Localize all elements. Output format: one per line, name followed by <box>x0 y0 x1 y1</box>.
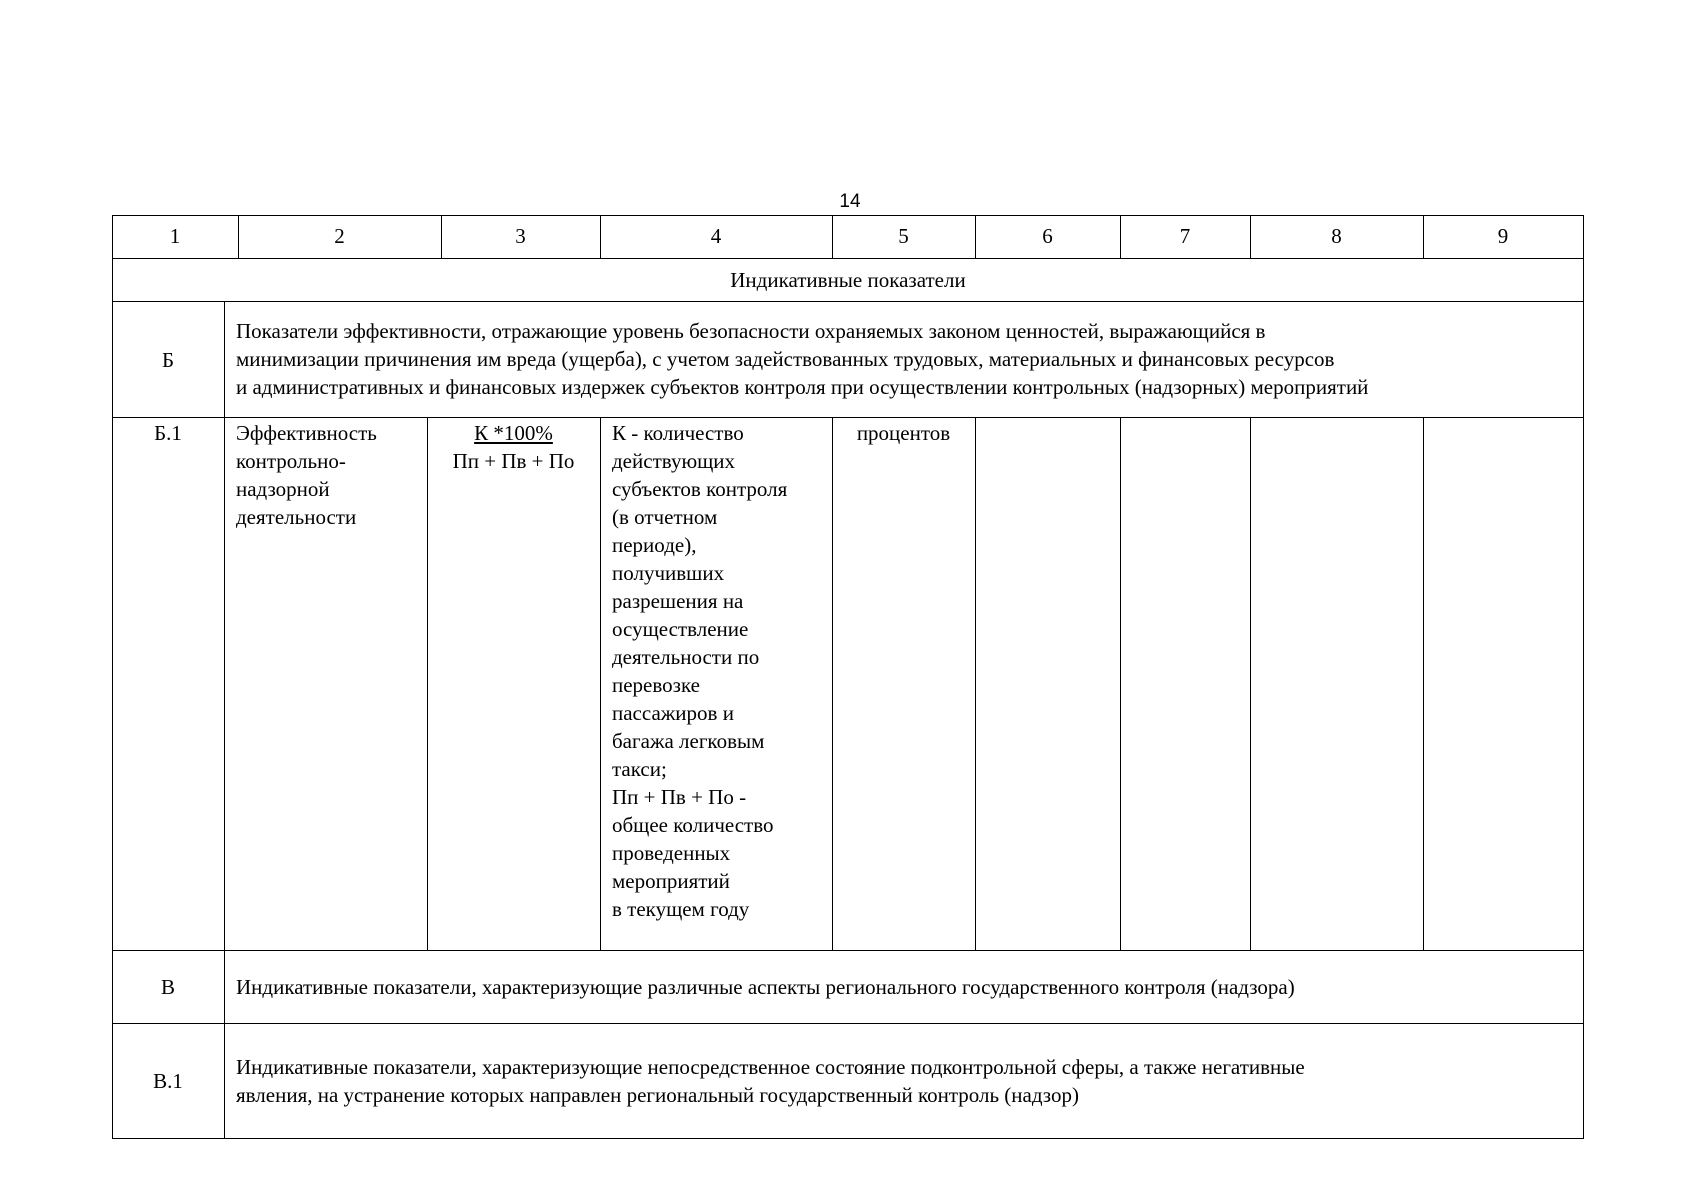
row-b-text: Показатели эффективности, отражающие уровень безопасности охраняемых законом ценностей, выражающийся в <box>236 319 1266 343</box>
column-number: 6 <box>1042 224 1053 248</box>
formula-description: мероприятий <box>612 869 730 893</box>
row-b-text: и административных и финансовых издержек субъектов контроля при осуществлении контрольных (надзорных) мероприятий <box>236 375 1369 399</box>
row-code-v: В <box>160 975 175 999</box>
formula-description: К - количество <box>612 421 744 445</box>
formula-description: осуществление <box>612 617 749 641</box>
column-number: 4 <box>710 224 722 248</box>
formula-numerator: К *100% <box>474 421 553 445</box>
formula-description: получивших <box>612 561 725 585</box>
formula-description: Пп + Пв + По - <box>612 785 747 809</box>
formula-description: действующих <box>612 449 736 473</box>
column-number: 3 <box>515 224 526 248</box>
unit-of-measure: процентов <box>856 421 951 445</box>
page-number: 14 <box>839 191 861 212</box>
indicator-name: контрольно- <box>236 449 346 473</box>
row-v1-text: явления, на устранение которых направлен региональный государственный контроль (надзор) <box>236 1083 1079 1107</box>
row-code-v1: В.1 <box>153 1069 183 1093</box>
section-header: Индикативные показатели <box>730 268 966 292</box>
formula-description: общее количество <box>612 813 774 837</box>
indicator-name: деятельности <box>236 505 357 529</box>
formula-description: деятельности по <box>612 645 760 669</box>
column-number: 2 <box>334 224 345 248</box>
column-number: 5 <box>898 224 909 248</box>
formula-description: багажа легковым <box>612 729 765 753</box>
indicator-name: надзорной <box>236 477 330 501</box>
row-v1-text: Индикативные показатели, характеризующие непосредственное состояние подконтрольной сферы, а также негативные <box>236 1055 1305 1079</box>
formula-description: проведенных <box>612 841 731 865</box>
indicator-name: Эффективность <box>236 421 377 445</box>
formula-description: перевозке <box>612 673 700 697</box>
formula-description: (в отчетном <box>612 505 718 529</box>
column-number: 7 <box>1179 224 1191 248</box>
formula-description: разрешения на <box>612 589 744 613</box>
row-code-b: Б <box>161 348 175 372</box>
row-b-text: минимизации причинения им вреда (ущерба), с учетом задействованных трудовых, материальных и финансовых ресурсов <box>236 347 1335 371</box>
formula-description: периоде), <box>612 533 697 557</box>
formula-description: пассажиров и <box>612 701 734 725</box>
formula-denominator: Пп + Пв + По <box>452 449 575 473</box>
column-number: 8 <box>1331 224 1342 248</box>
formula-description: в текущем году <box>612 897 750 921</box>
row-v-text: Индикативные показатели, характеризующие различные аспекты регионального государственного контроля (надзора) <box>236 975 1295 999</box>
column-number: 9 <box>1497 224 1509 248</box>
formula-description: такси; <box>612 757 667 781</box>
formula-description: субъектов контроля <box>612 477 788 501</box>
row-code-b1: Б.1 <box>154 421 182 445</box>
column-number: 1 <box>169 224 181 248</box>
